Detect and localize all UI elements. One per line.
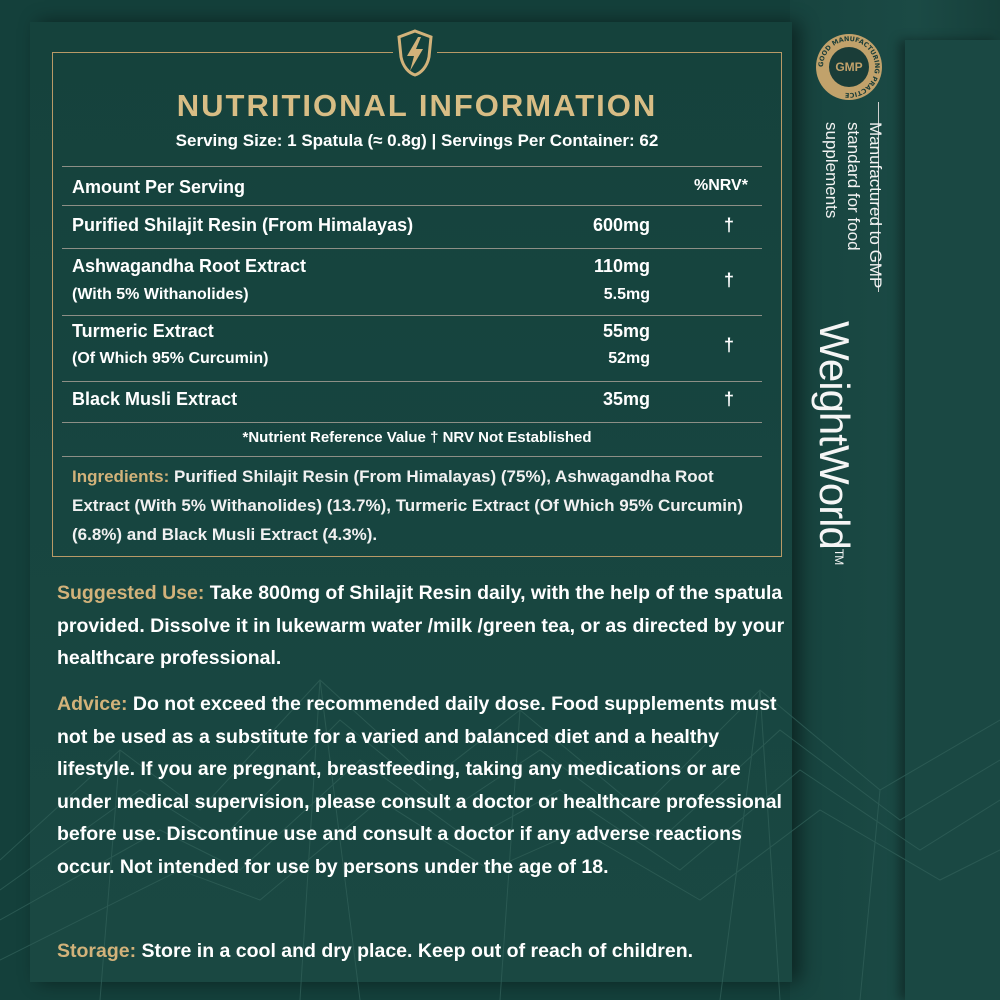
ingredient-sub-amount: 52mg [608,350,650,367]
suggested-use-label: Suggested Use: [57,582,205,604]
advice-body: Do not exceed the recommended daily dose. Food supplements must not be used as a substitute for a varied and balanced diet and a healthy lifestyle. If you are pregnant, breastfeeding, taking any medications or are under medical supervision, please consult a doctor or healthcare professional before use. Discontinue use and consult a doctor if any adverse reactions occur. Not intended for use by persons under the age of 18. [57,693,782,878]
svg-text:GOOD MANUFACTURING PRACTICE [817,35,881,99]
ingredient-amount: 55mg [602,321,650,341]
ingredient-sub-amount: 5.5mg [603,286,650,303]
storage-label: Storage: [57,940,137,962]
ingredient-sub-name: (Of Which 95% Curcumin) [72,350,269,367]
divider [62,422,762,423]
divider [62,166,762,167]
ingredient-name: Ashwagandha Root Extract [72,256,307,276]
page-title: NUTRITIONAL INFORMATION [176,88,658,123]
divider [62,315,762,316]
column-header-nrv: %NRV* [694,177,748,194]
gmp-statement: Manufactured to GMP standard for food supplements [822,122,885,288]
ingredients-text [72,462,762,549]
advice-text [57,688,787,883]
ingredient-amount: 600mg [592,215,650,235]
ingredient-sub-name: (With 5% Withanolides) [72,286,249,303]
brand-logo [802,321,858,571]
divider [62,205,762,206]
nrv-dagger: † [723,389,734,409]
nrv-dagger: † [723,335,734,355]
column-header-amount: Amount Per Serving [72,177,246,197]
trademark-mark: TM [832,548,846,565]
divider [62,456,762,457]
ingredient-amount: 110mg [593,256,650,276]
storage-text [57,935,787,968]
storage-body: Store in a cool and dry place. Keep out of reach of children. [136,940,694,962]
nrv-dagger: † [723,215,734,235]
ingredient-name: Black Musli Extract [72,389,238,409]
lightning-shield-icon [393,24,437,82]
ingredient-name: Purified Shilajit Resin (From Himalayas) [72,215,414,235]
suggested-use-text [57,577,787,675]
ingredient-amount: 35mg [602,389,650,409]
gmp-seal-icon [816,34,882,100]
ingredients-body: Purified Shilajit Resin (From Himalayas) (75%), Ashwagandha Root Extract (With 5% Withanolides) (13.7%), Turmeric Extract (Of Which 95% Curcumin) (6.8%) and Black Musli Extract (4.3%). [72,467,743,544]
suggested-use-body: Take 800mg of Shilajit Resin daily, with the help of the spatula provided. Dissolve it in lukewarm water /milk /green tea, or as directed by your healthcare professional. [57,582,785,669]
divider [62,248,762,249]
serving-info: Serving Size: 1 Spatula (≈ 0.8g) | Servings Per Container: 62 [175,131,659,150]
nrv-dagger: † [723,270,734,290]
advice-label: Advice: [57,693,128,715]
brand-name: WeightWorld [811,321,858,549]
nrv-footnote: *Nutrient Reference Value † NRV Not Established [242,429,592,446]
divider [62,381,762,382]
ingredients-label: Ingredients: [72,467,170,486]
gmp-ring-text: GOOD MANUFACTURING PRACTICE [816,34,882,100]
gmp-badge: GMP [829,47,869,87]
ingredient-name: Turmeric Extract [72,321,214,341]
